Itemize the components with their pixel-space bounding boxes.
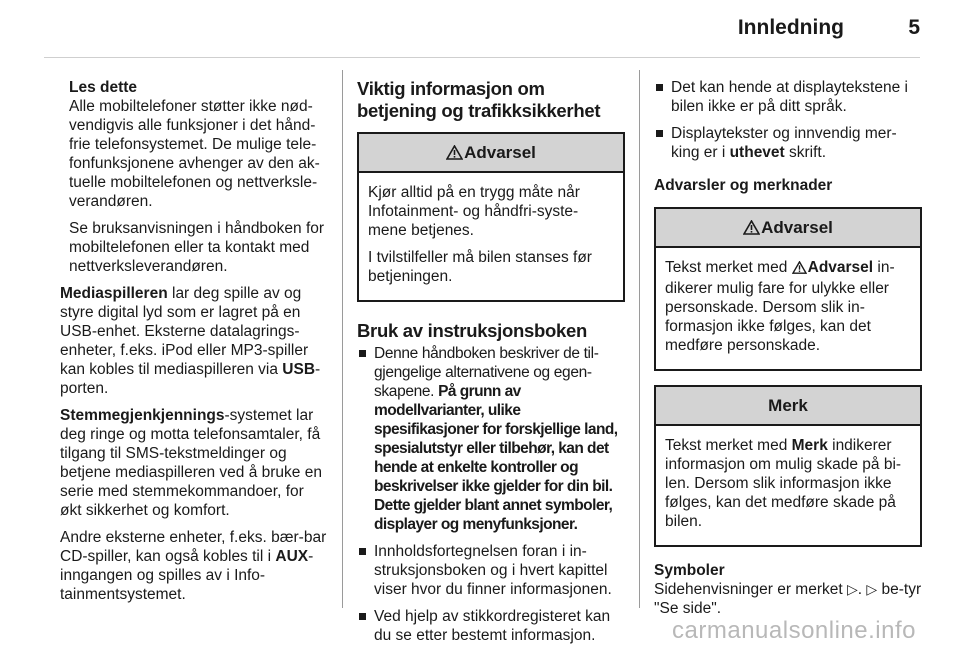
warning-text: I tvilstilfeller må bilen stanses før betjeningen. [368,249,592,285]
note-text: Tekst merket med Merk indikerer informasjon om mulig skade på bi-len. Dersom slik informasjon ikke følges, kan det medføre skade på bilen. [665,437,902,530]
bullet-item: Displaytekster og innvendig mer-king er i uthevet skrift. [654,124,922,162]
bullet-square-icon [359,548,366,555]
column-left [60,78,328,612]
bullet-item: Innholdsfortegnelsen foran i in-struksjonsboken og i hvert kapittel viser hvor du finner informasjonen. [357,542,625,599]
column-right [654,78,922,626]
read-this-note [60,78,328,276]
symbols-title: Symboler [654,562,725,579]
page-number: 5 [908,16,920,39]
warnings-subheading: Advarsler og merknader [654,177,833,194]
column-middle [357,78,625,653]
note-paragraph: Se bruksanvisningen i håndboken for mobiltelefonen eller ta kontakt med nettverksleverandøren. [69,220,325,275]
header-divider [44,57,920,58]
page-header [0,0,960,58]
chapter-title: Innledning [737,16,844,39]
column-divider [342,70,343,608]
voice-recognition-paragraph: Stemmegjenkjennings-systemet lar deg ringe og motta telefonsamtaler, få tilgang til SMS-tekstmeldinger og betjene mediaspilleren ved å bruke en serie med stemmekommandoer, for økt sikkerhet og komfort. [60,407,322,519]
note-paragraph: Alle mobiltelefoner støtter ikke nød-vendigvis alle funksjoner i det hånd-frie telefonsystemet. De mulige tele-fonfunksjonene avhenger av den ak-tuelle mobiltelefonen og nettverksle-verandøren. [69,98,320,210]
bullet-item: Denne håndboken beskriver de til-gjengelige alternativene og egen-skapene. På grunn av modellvarianter, ulike spesifikasjoner for forskjellige land, spesialutstyr eller tilbehør, kan det hende at enkelte kontroller og beskrivelser ikke gjelder for din bil. Dette gjelder blant annet symboler, displayer og menyfunksjoner. [357,344,625,534]
bullet-square-icon [656,84,663,91]
warning-box-title: Advarsel [464,143,536,162]
bullet-square-icon [359,613,366,620]
warning-box-header [359,134,623,173]
watermark: carmanualsonline.info [672,617,916,644]
bullet-square-icon [656,130,663,137]
section-heading: Viktig informasjon om betjening og trafikksikkerhet [357,78,601,121]
note-title: Les dette [69,79,138,96]
note-box [654,385,922,547]
warning-text: Tekst merket med Advarsel in-dikerer mulig fare for ulykke eller personskade. Dersom slik in-formasjon ikke følges, kan det medføre personskade. [665,259,895,354]
usage-heading: Bruk av instruksjonsboken [357,320,587,341]
warning-triangle-icon [743,211,760,248]
bullet-item: Ved hjelp av stikkordregisteret kan du se etter bestemt informasjon. [357,607,625,645]
page-reference-arrow-icon: ▷ [847,581,858,597]
note-box-header: Merk [656,387,920,426]
symbols-text: Sidehenvisninger er merket ▷. ▷ be-tyr "Se side". [654,581,922,617]
bullet-square-icon [359,350,366,357]
warning-box-header [656,209,920,248]
column-divider [639,70,640,608]
page-reference-arrow-icon: ▷ [866,581,878,597]
warning-triangle-icon [792,260,807,279]
aux-paragraph: Andre eksterne enheter, f.eks. bær-bar CD-spiller, kan også kobles til i AUX-inngangen og spilles av i Info-tainmentsystemet. [60,529,327,603]
warning-box [654,207,922,371]
warning-triangle-icon [446,136,463,173]
media-player-paragraph: Mediaspilleren lar deg spille av og styre digital lyd som er lagret på en USB-enhet. Eksterne datalagrings-enheter, f.eks. iPod eller MP3-spiller kan kobles til mediaspilleren via USB-porten. [60,285,321,397]
warning-text: Kjør alltid på en trygg måte når Infotainment- og håndfri-syste-mene betjenes. [368,184,580,239]
warning-box [357,132,625,302]
warning-box-title: Advarsel [761,218,833,237]
bullet-item: Det kan hende at displaytekstene i bilen ikke er på ditt språk. [654,78,922,116]
